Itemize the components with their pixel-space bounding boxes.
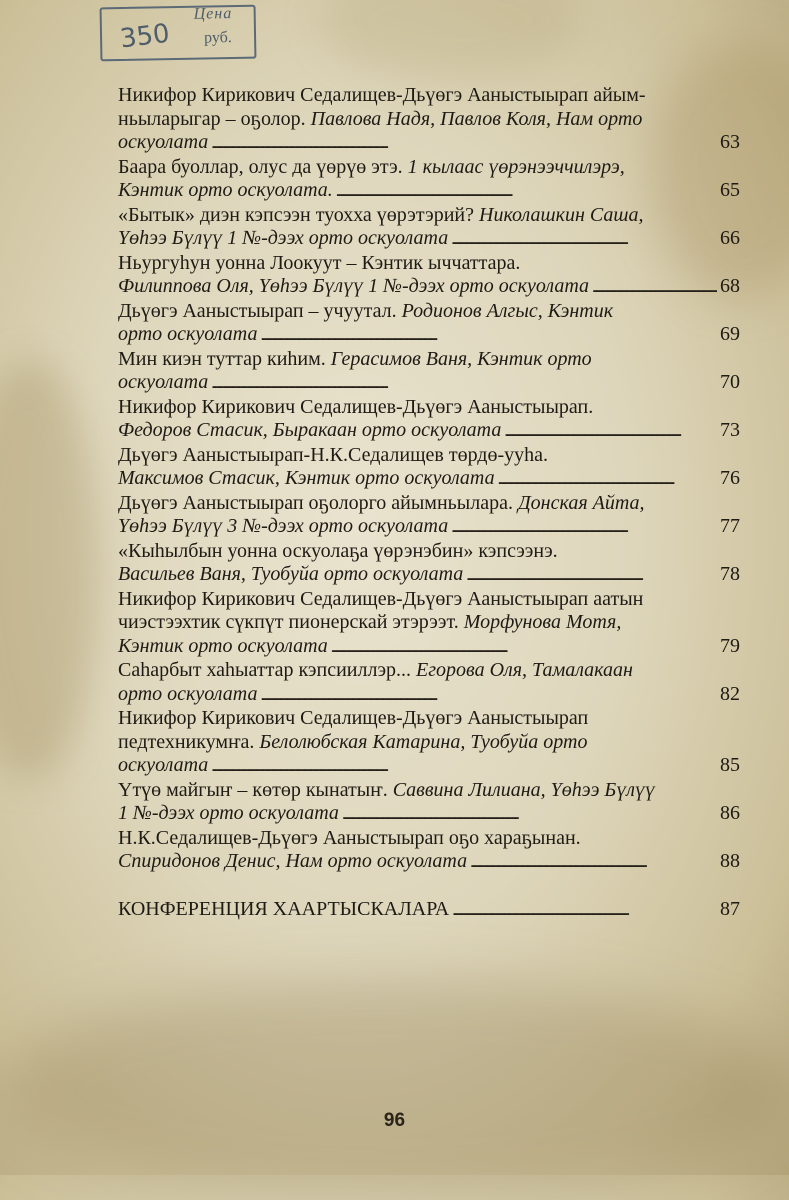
entry-page-number: 76 — [720, 467, 740, 489]
entry-title: Баара буоллар, олус да үөрүө этэ. — [118, 155, 408, 178]
entry-title: Никифор Кирикович Седалищев-Дьүөгэ Ааныстыырап. — [118, 395, 594, 418]
dot-leader — [504, 419, 717, 444]
entry-title: Дьүөгэ Ааныстыырап – учуутал. — [118, 299, 402, 322]
entry-page-number: 79 — [720, 634, 740, 657]
toc-line — [118, 707, 740, 731]
toc-line — [118, 467, 740, 492]
toc-line — [118, 323, 740, 348]
entry-author: оскуолата — [118, 371, 209, 393]
entry-author: 1 кылаас үөрэнээччилэрэ, — [407, 155, 625, 178]
conference-entry — [118, 898, 740, 923]
entry-page-number: 70 — [720, 371, 740, 393]
entry-title: Ньургуһун уонна Лоокуут – Кэнтик ыччаттара. — [118, 251, 521, 274]
toc-entry — [118, 492, 740, 540]
entry-author: Спиридонов Денис, Нам орто оскуолата — [118, 850, 468, 872]
entry-title: ньыларыгар – оҕолор. — [118, 107, 311, 130]
toc-entry — [118, 540, 740, 588]
toc-line — [118, 275, 740, 300]
entry-page-number: 88 — [720, 850, 740, 872]
entry-author: Кэнтик орто оскуолата. — [118, 179, 333, 201]
toc-line — [118, 179, 740, 204]
entry-author: Герасимов Ваня, Кэнтик орто — [330, 347, 592, 370]
entry-author: Павлова Надя, Павлов Коля, Нам орто — [310, 107, 643, 130]
entry-author: Белолюбская Катарина, Туобуйа орто — [259, 730, 588, 753]
dot-leader — [498, 467, 717, 492]
entry-title: педтехникумҥа. — [118, 730, 260, 753]
page-number: 96 — [383, 1110, 406, 1131]
toc-entry — [118, 156, 740, 204]
dot-leader — [452, 898, 717, 923]
toc-line — [118, 611, 740, 635]
dot-leader — [451, 227, 717, 252]
entry-author: Үөһээ Бүлүү 1 №-дээх орто оскуолата — [118, 227, 449, 249]
entry-author: Николашкин Саша, — [479, 203, 644, 226]
dot-leader — [466, 563, 717, 588]
entry-author: Донская Айта, — [517, 491, 645, 514]
toc-line — [118, 227, 740, 252]
entry-page-number: 69 — [720, 323, 740, 345]
entry-author: орто оскуолата — [118, 682, 258, 705]
entry-page-number: 66 — [720, 227, 740, 249]
toc-entry — [118, 444, 740, 492]
toc-line — [118, 540, 740, 564]
entry-title: «Бытык» диэн кэпсээн туохха үөрэтэрий? — [118, 203, 479, 226]
toc-line — [118, 850, 740, 875]
entry-author: Саввина Лилиана, Үөһээ Бүлүү — [392, 778, 655, 801]
entry-page-number: 82 — [720, 682, 740, 705]
entry-title: Никифор Кирикович Седалищев-Дьүөгэ Ааныстыырап айым- — [118, 84, 646, 106]
entry-author: Егорова Оля, Тамалакаан — [416, 659, 633, 681]
toc-line — [118, 108, 740, 132]
entry-author: орто оскуолата — [118, 323, 258, 345]
toc-entry — [118, 396, 740, 444]
dot-leader — [260, 323, 717, 348]
toc-line — [118, 754, 740, 779]
entry-author: Федоров Стасик, Быракаан орто оскуолата — [118, 419, 502, 441]
toc-line — [118, 731, 740, 755]
toc-line — [118, 492, 740, 516]
paper-stain — [0, 980, 789, 1200]
toc-entry — [118, 659, 740, 707]
dot-leader — [260, 683, 717, 708]
toc-entry — [118, 204, 740, 252]
entry-title: Дьүөгэ Ааныстыырап-Н.К.Седалищев төрдө-ууһа. — [118, 443, 549, 466]
dot-leader — [342, 802, 717, 827]
entry-title: Никифор Кирикович Седалищев-Дьүөгэ Ааныстыырап аатын — [118, 587, 644, 610]
toc-line — [118, 779, 740, 803]
toc-line — [118, 898, 740, 923]
dot-leader — [211, 371, 717, 396]
toc-entry — [118, 588, 740, 660]
toc-line — [118, 156, 740, 180]
entry-page-number: 68 — [720, 275, 740, 297]
entry-page-number: 63 — [720, 131, 740, 153]
toc-line — [118, 300, 740, 324]
toc-entry — [118, 348, 740, 396]
toc-line — [118, 659, 740, 683]
entry-page-number: 86 — [720, 802, 740, 824]
entry-page-number: 73 — [720, 419, 740, 441]
entry-title: чиэстээхтик сүкпүт пионерскай этэрээт. — [118, 611, 464, 633]
stamp-currency: руб. — [203, 29, 232, 47]
entry-author: Морфунова Мотя, — [463, 611, 622, 633]
toc-entry — [118, 779, 740, 827]
dot-leader — [331, 635, 717, 660]
entry-title: Никифор Кирикович Седалищев-Дьүөгэ Ааныстыырап — [118, 707, 589, 729]
toc-line — [118, 515, 740, 540]
stamp-label: Цена — [193, 5, 233, 23]
toc-line — [118, 563, 740, 588]
entry-title: Саһарбыт хаһыаттар кэпсииллэр... — [118, 659, 417, 681]
toc-line — [118, 348, 740, 372]
toc-line — [118, 588, 740, 612]
toc-line — [118, 419, 740, 444]
entry-author: Максимов Стасик, Кэнтик орто оскуолата — [118, 467, 495, 489]
entry-author: Үөһээ Бүлүү 3 №-дээх орто оскуолата — [118, 515, 449, 537]
entry-title: Дьүөгэ Ааныстыырап оҕолорго айымньылара. — [118, 491, 518, 514]
paper-stain — [320, 0, 580, 80]
paper-stain — [0, 360, 100, 780]
dot-leader — [451, 515, 717, 540]
toc-line — [118, 396, 740, 420]
toc-line — [118, 204, 740, 228]
entry-page-number: 85 — [720, 754, 740, 776]
toc-line — [118, 683, 740, 708]
toc-entry — [118, 84, 740, 156]
dot-leader — [211, 754, 717, 779]
toc-line — [118, 802, 740, 827]
toc-entry — [118, 827, 740, 875]
toc-line — [118, 84, 740, 108]
toc-line — [118, 252, 740, 276]
entry-title: КОНФЕРЕНЦИЯ ХААРТЫСКАЛАРА — [118, 897, 450, 920]
toc-line — [118, 444, 740, 468]
dot-leader — [592, 275, 717, 300]
dot-leader — [336, 179, 717, 204]
entry-author: 1 №-дээх орто оскуолата — [118, 802, 339, 824]
toc-line — [118, 371, 740, 396]
toc-entry — [118, 707, 740, 779]
dot-leader — [211, 131, 717, 156]
entry-author: Филиппова Оля, Үөһээ Бүлүү 1 №-дээх орто оскуолата — [118, 275, 590, 297]
entry-title: Н.К.Седалищев-Дьүөгэ Ааныстыырап оҕо хараҕынан. — [118, 826, 581, 849]
entry-page-number: 77 — [720, 515, 740, 537]
entry-page-number: 65 — [720, 179, 740, 201]
entry-title: «Кыһылбын уонна оскуолаҕа үөрэнэбин» кэпсээнэ. — [118, 539, 558, 562]
toc-entry — [118, 300, 740, 348]
toc-line — [118, 131, 740, 156]
entry-page-number: 78 — [720, 563, 740, 585]
entry-title: Үтүө майгыҥ – көтөр кынатыҥ. — [118, 778, 393, 801]
toc-entry — [118, 252, 740, 300]
dot-leader — [470, 850, 717, 875]
entry-author: оскуолата — [118, 754, 209, 776]
stamp-price: 350 — [118, 18, 172, 55]
table-of-contents — [118, 84, 740, 922]
entry-title: Мин киэн туттар киһим. — [118, 347, 331, 370]
entry-page-number: 87 — [720, 897, 740, 920]
toc-line — [118, 827, 740, 851]
entry-author: Кэнтик орто оскуолата — [118, 634, 328, 657]
entry-author: Родионов Алгыс, Кэнтик — [401, 299, 614, 322]
entry-author: оскуолата — [118, 131, 209, 153]
price-stamp — [100, 5, 257, 62]
toc-line — [118, 635, 740, 660]
entry-author: Васильев Ваня, Туобуйа орто оскуолата — [118, 563, 464, 585]
